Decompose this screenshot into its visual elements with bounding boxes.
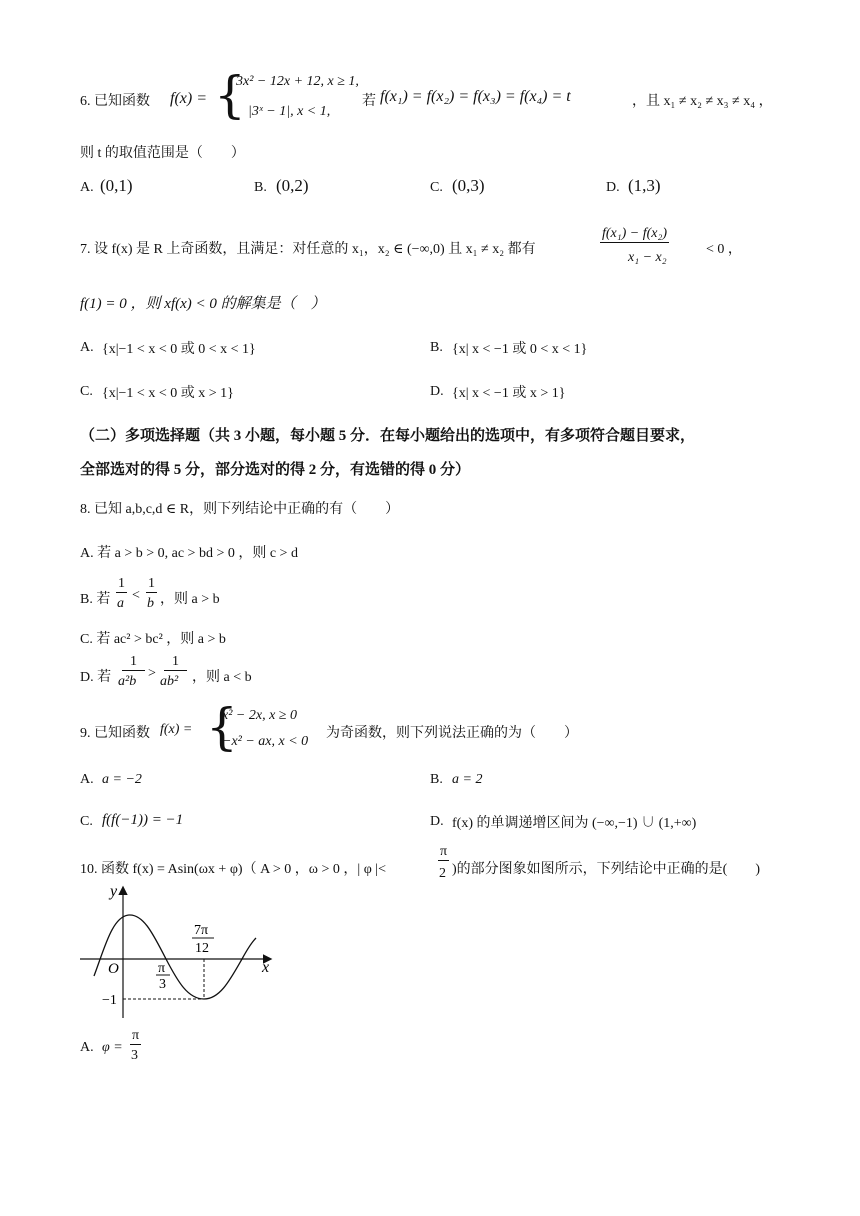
q6-option-c-label: C. [430, 180, 443, 195]
q9-option-c: f(f(−1)) = −1 [102, 812, 184, 828]
q7-option-c: {x|−1 < x < 0 或 x > 1} [102, 386, 234, 401]
origin-label: O [108, 961, 119, 977]
q8-option-d-tail: ，则 a < b [192, 670, 252, 685]
q8-option-d-frac1-den: a²b [118, 674, 137, 689]
q10-option-a-lhs: φ = [102, 1040, 123, 1055]
section-header-line1: （二）多项选择题（共 3 小题，每小题 5 分．在每小题给出的选项中，有多项符合题目要求， [80, 428, 696, 444]
q8-option-c: C. 若 ac² > bc² ，则 a > b [80, 632, 226, 647]
q7-option-a: {x|−1 < x < 0 或 0 < x < 1} [102, 342, 256, 357]
q9-lead: 9. 已知函数 [80, 726, 150, 741]
q7-option-b-label: B. [430, 340, 443, 355]
q10-option-a-label: A. [80, 1040, 94, 1055]
q8-option-b-frac2-num: 1 [148, 576, 155, 591]
q8-stem: 8. 已知 a,b,c,d ∈ R，则下列结论中正确的有（ ） [80, 502, 400, 517]
q6-func-lhs: f(x) = [170, 90, 207, 107]
q8-option-b-lead: B. 若 [80, 592, 111, 607]
q9-option-d: f(x) 的单调递增区间为 (−∞,−1) ∪ (1,+∞) [452, 816, 697, 831]
q6-condition-tail: ，且 x₁ ≠ x₂ ≠ x₃ ≠ x₄ ， [632, 94, 773, 109]
q9-piece1: x² − 2x, x ≥ 0 [222, 708, 297, 723]
q10-option-a-num: π [132, 1028, 140, 1043]
q9-tail: 为奇函数，则下列说法正确的为（ ） [326, 726, 578, 741]
q8-option-b-lt: < [132, 588, 140, 603]
q9-option-b-label: B. [430, 772, 443, 787]
q10-stem-frac-num: π [440, 844, 448, 859]
q8-option-b-frac1-num: 1 [118, 576, 125, 591]
q8-option-b-frac1-den: a [117, 596, 124, 611]
q7-fraction-tail: < 0 ， [706, 242, 742, 257]
q6-line2: 则 t 的取值范围是（ ） [80, 146, 245, 161]
q6-cond-lead: 若 [362, 94, 376, 109]
q7-option-d-label: D. [430, 384, 444, 399]
q8-option-d-lead: D. 若 [80, 670, 112, 685]
q6-option-d: (1,3) [628, 176, 661, 195]
q9-option-a: a = −2 [102, 772, 142, 787]
sine-curve [94, 915, 256, 999]
q6-condition: f(x₁) = f(x₂) = f(x₃) = f(x₄) = t [380, 88, 571, 105]
q8-option-d-gt: > [148, 666, 156, 681]
q8-option-b-tail: ，则 a > b [160, 592, 220, 607]
q6-option-d-label: D. [606, 180, 620, 195]
q7-option-c-label: C. [80, 384, 93, 399]
q6-lead: 6. 已知函数 [80, 94, 150, 109]
q8-option-d-frac2-den: ab² [160, 674, 179, 689]
q8-option-a: A. 若 a > b > 0, ac > bd > 0 ，则 c > d [80, 546, 298, 561]
q7-line1: 7. 设 f(x) 是 R 上奇函数，且满足：对任意的 x₁，x₂ ∈ (−∞,0) 且 x₁ ≠ x₂ 都有 [80, 242, 536, 257]
tick-7pi12-den: 12 [195, 941, 209, 956]
q6-option-c: (0,3) [452, 176, 485, 195]
q6-piece2: |3ˣ − 1|, x < 1, [248, 104, 331, 119]
q9-option-d-label: D. [430, 814, 444, 829]
section-header-line2: 全部选对的得 5 分，部分选对的得 2 分，有选错的得 0 分） [80, 462, 471, 478]
min-value-label: −1 [102, 993, 117, 1008]
q6-option-a-label: A. [80, 180, 94, 195]
q9-option-b: a = 2 [452, 772, 483, 787]
q8-option-b-frac2-den: b [147, 596, 154, 611]
q9-brace: { [206, 698, 238, 756]
q8-option-d-frac2-num: 1 [164, 654, 187, 671]
q6-piece1: 3x² − 12x + 12, x ≥ 1, [236, 74, 359, 89]
y-axis-label: y [110, 883, 118, 900]
x-axis-label: x [262, 959, 270, 976]
tick-7pi12-num: 7π [194, 923, 209, 938]
q9-option-c-label: C. [80, 814, 93, 829]
q6-option-a: (0,1) [100, 176, 133, 195]
q9-option-a-label: A. [80, 772, 94, 787]
q7-option-d: {x| x < −1 或 x > 1} [452, 386, 566, 401]
sine-graph [74, 878, 294, 1026]
q8-option-d-frac1-num: 1 [122, 654, 145, 671]
q7-fraction-denominator: x₁ − x₂ [628, 250, 667, 265]
q7-fraction-numerator: f(x₁) − f(x₂) [602, 226, 668, 241]
q6-brace: { [214, 66, 246, 124]
q7-option-a-label: A. [80, 340, 94, 355]
q9-piece2: −x² − ax, x < 0 [222, 734, 309, 749]
q6-option-b-label: B. [254, 180, 267, 195]
q6-option-b: (0,2) [276, 176, 309, 195]
q9-func-lhs: f(x) = [160, 722, 193, 737]
tick-pi3-den: 3 [159, 977, 166, 992]
q10-option-a-den: 3 [131, 1048, 138, 1063]
q10-stem-b: )的部分图象如图所示，下列结论中正确的是( ) [452, 862, 760, 877]
q10-stem-frac-den: 2 [439, 866, 446, 881]
q7-line2: f(1) = 0 ，则 xf(x) < 0 的解集是（ ） [80, 296, 326, 312]
q10-stem-a: 10. 函数 f(x) = Asin(ωx + φ)（ A > 0 ，ω > 0 ，| φ |< [80, 862, 386, 877]
tick-pi3-num: π [158, 961, 166, 976]
q7-option-b: {x| x < −1 或 0 < x < 1} [452, 342, 588, 357]
